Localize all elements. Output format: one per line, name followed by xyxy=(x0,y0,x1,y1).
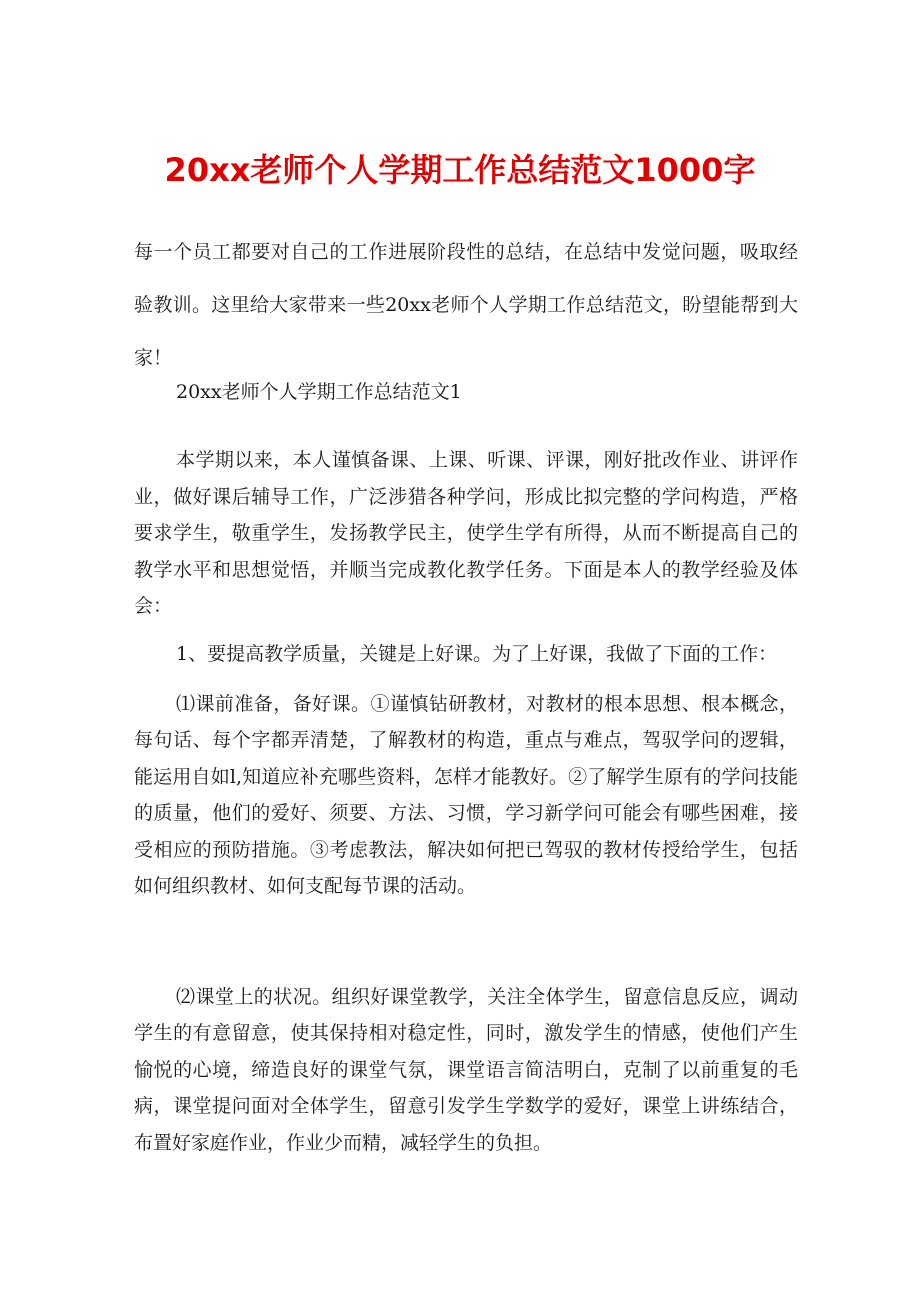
body-paragraph-4: ⑵课堂上的状况。组织好课堂教学，关注全体学生，留意信息反应，调动学生的有意留意，使其保持相对稳定性，同时，激发学生的情感，使他们产生愉悦的心境，缔造良好的课堂气氛，课堂语言简洁明白，克制了以前重复的毛病，课堂提问面对全体学生，留意引发学生学数学的爱好，课堂上讲练结合，布置好家庭作业，作业少而精，减轻学生的负担。 xyxy=(134,986,798,1154)
body-paragraph-1: 本学期以来，本人谨慎备课、上课、听课、评课，刚好批改作业、讲评作业，做好课后辅导工作，广泛涉猎各种学问，形成比拟完整的学问构造，严格要求学生，敬重学生，发扬教学民主，使学生学有所得，从而不断提高自己的教学水平和思想觉悟，并顺当完成教化教学任务。下面是本人的教学经验及体会： xyxy=(134,449,798,618)
body-paragraph-2: 1、要提高教学质量，关键是上好课。为了上好课，我做了下面的工作： xyxy=(176,643,778,665)
document-title: 20xx老师个人学期工作总结范文1000字 xyxy=(164,151,756,189)
intro-paragraph: 每一个员工都要对自己的工作进展阶段性的总结，在总结中发觉问题，吸取经验教训。这里给大家带来一些20xx老师个人学期工作总结范文，盼望能帮到大家！ xyxy=(134,241,798,369)
section-heading: 20xx老师个人学期工作总结范文1 xyxy=(176,381,462,403)
body-paragraph-3: ⑴课前准备，备好课。①谨慎钻研教材，对教材的根本思想、根本概念，每句话、每个字都弄清楚，了解教材的构造，重点与难点，驾驭学问的逻辑，能运用自如l,知道应补充哪些资料，怎样才能教好。②了解学生原有的学问技能的质量，他们的爱好、须要、方法、习惯，学习新学问可能会有哪些困难，接受相应的预防措施。③考虑教法，解决如何把已驾驭的教材传授给学生，包括如何组织教材、如何支配每节课的活动。 xyxy=(134,693,798,898)
